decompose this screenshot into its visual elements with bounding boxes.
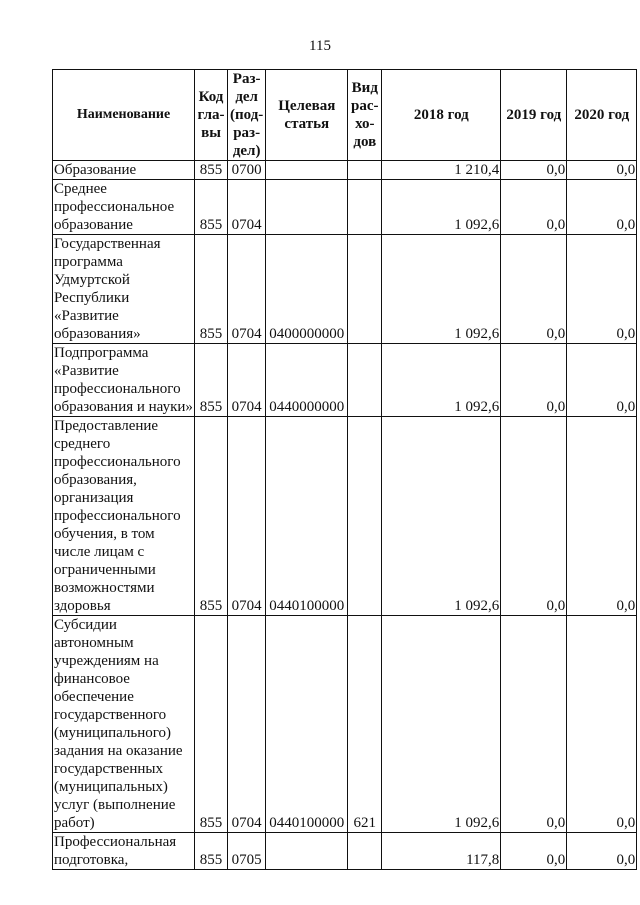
- header-chapter-line: Код: [198, 89, 224, 105]
- row-2018: 1 092,6: [382, 235, 501, 344]
- row-2018: 1 092,6: [382, 616, 501, 833]
- row-target: 0400000000: [266, 235, 348, 344]
- row-2018: 1 210,4: [382, 161, 501, 180]
- table-row: [53, 180, 637, 235]
- row-2018: 117,8: [382, 833, 501, 870]
- row-2020: 0,0: [567, 417, 637, 616]
- row-2020: 0,0: [567, 161, 637, 180]
- header-section: [228, 70, 266, 161]
- row-2020: 0,0: [567, 180, 637, 235]
- page-number: 115: [309, 38, 331, 54]
- budget-table: [52, 69, 637, 870]
- row-type: [348, 344, 382, 417]
- row-section: 0700: [228, 161, 266, 180]
- header-2019: 2019 год: [501, 70, 567, 161]
- header-target-item: [266, 70, 348, 161]
- header-2018: 2018 год: [382, 70, 501, 161]
- row-chapter: 855: [195, 235, 228, 344]
- row-name: Государственная программа Удмуртской Республики «Развитие образования»: [53, 235, 195, 344]
- header-section-line: Раз-: [232, 71, 261, 87]
- row-2018: 1 092,6: [382, 417, 501, 616]
- header-row: [53, 70, 637, 161]
- table-row: [53, 344, 637, 417]
- table-row: [53, 161, 637, 180]
- row-name: Предоставление среднего профессионального образования, организация профессионального обучения, в том числе лицам с ограниченными возможностями здоровья: [53, 417, 195, 616]
- header-chapter-code: [195, 70, 228, 161]
- row-type: 621: [348, 616, 382, 833]
- table-row: [53, 833, 637, 870]
- header-name: Наименование: [53, 70, 195, 161]
- row-2020: 0,0: [567, 833, 637, 870]
- row-name: Профессиональная подготовка,: [53, 833, 195, 870]
- row-2019: 0,0: [501, 833, 567, 870]
- row-type: [348, 161, 382, 180]
- row-name: Подпрограмма «Развитие профессионального образования и науки»: [54, 345, 193, 415]
- row-name: Субсидии автономным учреждениям на финансовое обеспечение государственного (муниципального) задания на оказание государственных (муниципальных) услуг (выполнение работ): [53, 616, 195, 833]
- row-type: [348, 833, 382, 870]
- row-2020: 0,0: [567, 235, 637, 344]
- header-expense-type: [348, 70, 382, 161]
- row-section: 0704: [228, 616, 266, 833]
- row-section: 0704: [228, 417, 266, 616]
- header-section-line: раз-: [233, 125, 261, 141]
- row-section: 0704: [228, 344, 266, 417]
- row-type: [348, 417, 382, 616]
- row-target: [266, 161, 348, 180]
- row-target: 0440000000: [266, 344, 348, 417]
- row-chapter: 855: [195, 344, 228, 417]
- table-row: [53, 235, 637, 344]
- row-type: [348, 235, 382, 344]
- row-2019: 0,0: [501, 417, 567, 616]
- row-2019: 0,0: [501, 180, 567, 235]
- header-type-line: дов: [353, 134, 377, 150]
- table-row: [53, 417, 637, 616]
- row-2019: 0,0: [501, 344, 567, 417]
- row-2019: 0,0: [501, 161, 567, 180]
- row-2020: 0,0: [567, 344, 637, 417]
- header-target-line: статья: [284, 116, 330, 132]
- row-name: Среднее профессиональное образование: [53, 180, 195, 235]
- header-target-line: Целевая: [278, 98, 336, 114]
- row-2019: 0,0: [501, 235, 567, 344]
- row-chapter: 855: [195, 833, 228, 870]
- row-chapter: 855: [195, 417, 228, 616]
- row-chapter: 855: [195, 180, 228, 235]
- header-2020: 2020 год: [567, 70, 637, 161]
- row-target: [266, 180, 348, 235]
- header-chapter-line: гла-: [197, 107, 225, 123]
- row-2018: 1 092,6: [382, 180, 501, 235]
- header-section-line: дел: [235, 89, 258, 105]
- row-target: 0440100000: [266, 616, 348, 833]
- row-target: [266, 833, 348, 870]
- header-type-line: хо-: [355, 116, 375, 132]
- row-target: 0440100000: [266, 417, 348, 616]
- row-section: 0704: [228, 180, 266, 235]
- row-chapter: 855: [195, 616, 228, 833]
- table-row: [53, 616, 637, 833]
- row-name: Образование: [53, 161, 195, 180]
- header-type-line: Вид: [351, 80, 378, 96]
- row-2018: 1 092,6: [382, 344, 501, 417]
- row-2020: 0,0: [567, 616, 637, 833]
- row-section: 0704: [228, 235, 266, 344]
- row-2019: 0,0: [501, 616, 567, 833]
- row-section: 0705: [228, 833, 266, 870]
- row-chapter: 855: [195, 161, 228, 180]
- row-type: [348, 180, 382, 235]
- header-section-line: (под-: [230, 107, 264, 123]
- header-chapter-line: вы: [201, 125, 221, 141]
- header-section-line: дел): [232, 143, 261, 159]
- header-type-line: рас-: [351, 98, 379, 114]
